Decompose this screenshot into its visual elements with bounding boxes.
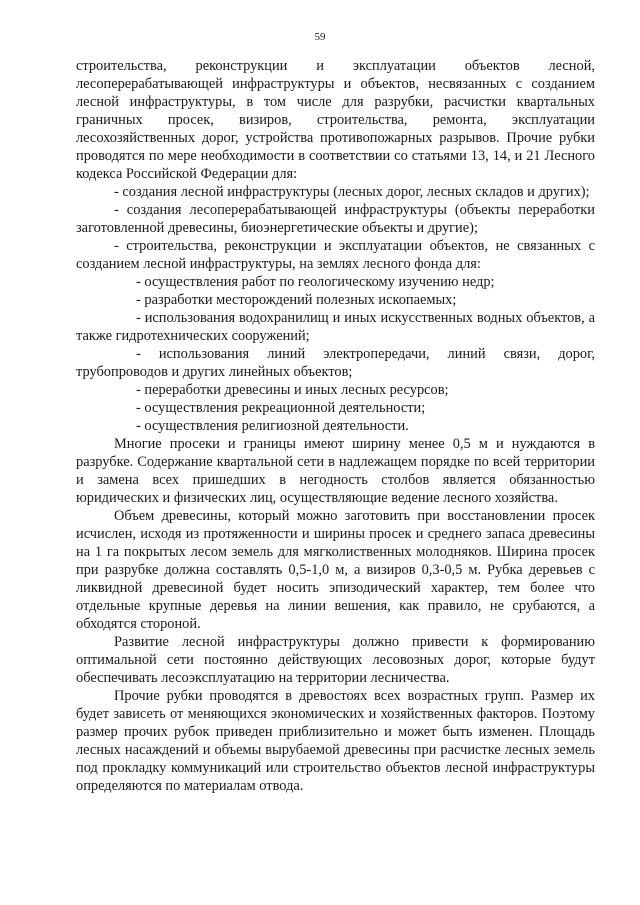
page-number: 59 xyxy=(314,31,326,43)
paragraph: Прочие рубки проводятся в древостоях всех возрастных групп. Размер их будет зависеть от меняющихся экономических и хозяйственных факторов. Поэтому размер прочих рубок приведен приблизительно и может быть изменен. Площадь лесных насаждений и объемы вырубаемой древесины при расчистке лесных земель под прокладку коммуникаций или строительство объектов лесной инфраструктуры определяются по материалам отвода. xyxy=(76,688,595,794)
list-item: - создания лесоперерабатывающей инфраструктуры (объекты переработки заготовленной древесины, биоэнергетические объекты и другие); xyxy=(76,202,595,236)
document-body xyxy=(76,57,595,795)
list-item: - переработки древесины и иных лесных ресурсов; xyxy=(136,382,449,398)
list-item: - осуществления религиозной деятельности. xyxy=(136,418,409,434)
list-item: - разработки месторождений полезных ископаемых; xyxy=(136,292,457,308)
list-item: - создания лесной инфраструктуры (лесных дорог, лесных складов и других); xyxy=(114,184,590,200)
list-item: - использования водохранилищ и иных искусственных водных объектов, а также гидротехнических сооружений; xyxy=(76,310,595,344)
list-item: - строительства, реконструкции и эксплуатации объектов, не связанных с созданием лесной инфраструктуры, на землях лесного фонда для: xyxy=(76,238,595,272)
list-item: - осуществления работ по геологическому изучению недр; xyxy=(136,274,495,290)
list-item: - использования линий электропередачи, линий связи, дорог, трубопроводов и других линейных объектов; xyxy=(76,346,595,380)
paragraph: Многие просеки и границы имеют ширину менее 0,5 м и нуждаются в разрубке. Содержание квартальной сети в надлежащем порядке по всей территории и замена всех пришедших в негодность столбов является обязанностью юридических и физических лиц, осуществляющие ведение лесного хозяйства. xyxy=(76,436,595,506)
paragraph: Развитие лесной инфраструктуры должно привести к формированию оптимальной сети постоянно действующих лесовозных дорог, которые будут обеспечивать лесоэксплуатацию на территории лесничества. xyxy=(76,634,595,686)
paragraph: строительства, реконструкции и эксплуатации объектов лесной, лесоперерабатывающей инфраструктуры и объектов, несвязанных с созданием лесной инфраструктуры, в том числе для разрубки, расчистки квартальных граничных просек, визиров, строительства, ремонта, эксплуатации лесохозяйственных дорог, устройства противопожарных разрывов. Прочие рубки проводятся по мере необходимости в соответствии со статьями 13, 14, и 21 Лесного кодекса Российской Федерации для: xyxy=(76,58,595,182)
paragraph: Объем древесины, который можно заготовить при восстановлении просек исчислен, исходя из протяженности и ширины просек и среднего запаса древесины на 1 га покрытых лесом земель для мягколиственных молодняков. Ширина просек при разрубке должна составлять 0,5-1,0 м, а визиров 0,3-0,5 м. Рубка деревьев с ликвидной древесиной будет носить эпизодический характер, тем более что отдельные крупные деревья на линии вешения, как правило, не срубаются, а обходятся стороной. xyxy=(76,508,595,632)
list-item: - осуществления рекреационной деятельности; xyxy=(136,400,426,416)
